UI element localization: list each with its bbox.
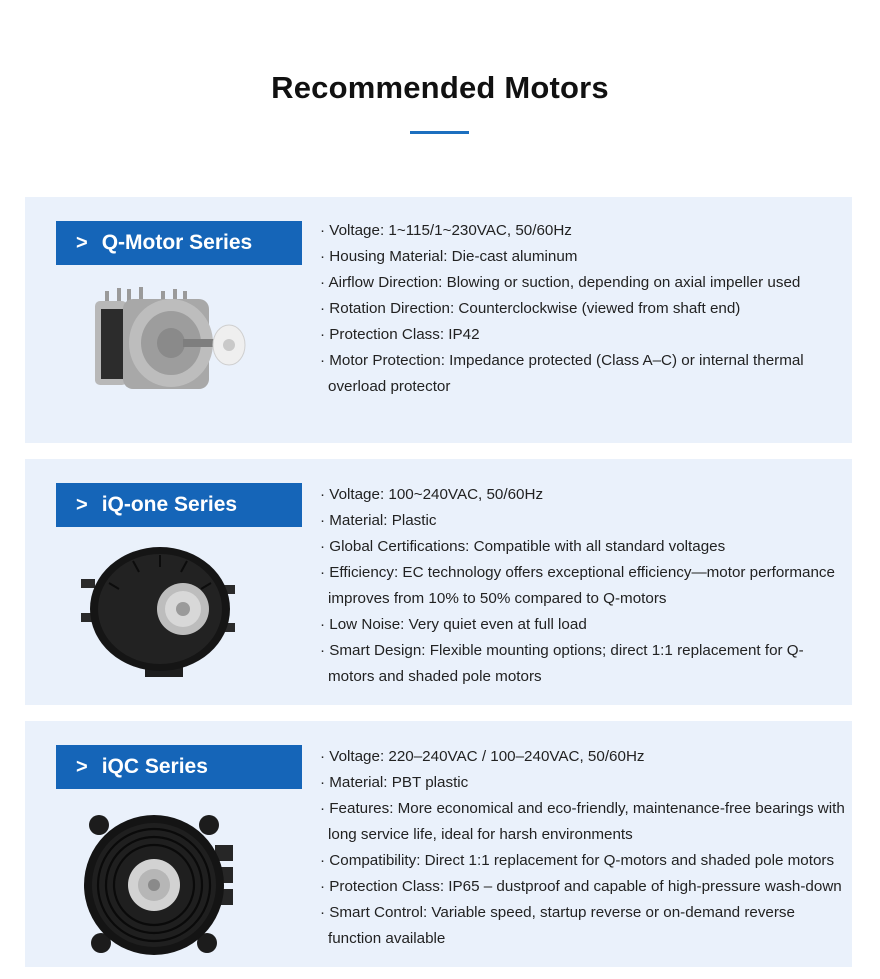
spec-list — [320, 482, 850, 690]
q-motor-icon — [75, 285, 255, 395]
spec-item: · Voltage: 220–240VAC / 100–240VAC, 50/60Hz — [320, 748, 645, 765]
series-badge — [56, 745, 302, 789]
spec-item: · Low Noise: Very quiet even at full load — [320, 616, 587, 633]
spec-item: · Material: PBT plastic — [320, 774, 469, 791]
spec-item: · Compatibility: Direct 1:1 replacement for Q-motors and shaded pole motors — [320, 852, 835, 869]
series-badge — [56, 221, 302, 265]
spec-item: · Smart Control: Variable speed, startup reverse or on-demand reverse function available — [320, 904, 795, 947]
iqc-motor-icon — [75, 807, 255, 965]
spec-item: · Voltage: 1~115/1~230VAC, 50/60Hz — [320, 222, 572, 239]
spec-item: · Voltage: 100~240VAC, 50/60Hz — [320, 486, 544, 503]
spec-item: · Motor Protection: Impedance protected (Class A–C) or internal thermal overload protector — [320, 352, 804, 395]
chevron-right-icon: > — [76, 231, 88, 254]
spec-list — [320, 218, 850, 400]
chevron-right-icon: > — [76, 755, 88, 778]
spec-item: · Smart Design: Flexible mounting options; direct 1:1 replacement for Q-motors and shaded pole motors — [320, 642, 804, 685]
spec-item: · Material: Plastic — [320, 512, 437, 529]
title-underline — [410, 131, 469, 134]
series-card-q-motor — [25, 197, 852, 443]
series-card-iq-one — [25, 459, 852, 705]
iq-one-motor-icon — [75, 543, 255, 683]
chevron-right-icon: > — [76, 493, 88, 516]
series-name: iQ-one Series — [101, 493, 238, 516]
spec-item: · Protection Class: IP42 — [320, 326, 480, 343]
spec-item: · Features: More economical and eco-friendly, maintenance-free bearings with long service life, ideal for harsh environments — [320, 800, 845, 843]
spec-item: · Rotation Direction: Counterclockwise (viewed from shaft end) — [320, 300, 741, 317]
spec-item: · Housing Material: Die-cast aluminum — [320, 248, 578, 265]
series-name: iQC Series — [101, 755, 208, 778]
spec-list — [320, 744, 850, 952]
spec-item: · Airflow Direction: Blowing or suction, depending on axial impeller used — [320, 274, 801, 291]
spec-item: · Protection Class: IP65 – dustproof and capable of high-pressure wash-down — [320, 878, 842, 895]
series-card-iqc — [25, 721, 852, 967]
spec-item: · Global Certifications: Compatible with all standard voltages — [320, 538, 726, 555]
series-badge — [56, 483, 302, 527]
series-name: Q-Motor Series — [101, 231, 253, 254]
spec-item: · Efficiency: EC technology offers exceptional efficiency—motor performance improves from 10% to 50% compared to Q-motors — [320, 564, 835, 607]
page-title: Recommended Motors — [271, 70, 609, 105]
